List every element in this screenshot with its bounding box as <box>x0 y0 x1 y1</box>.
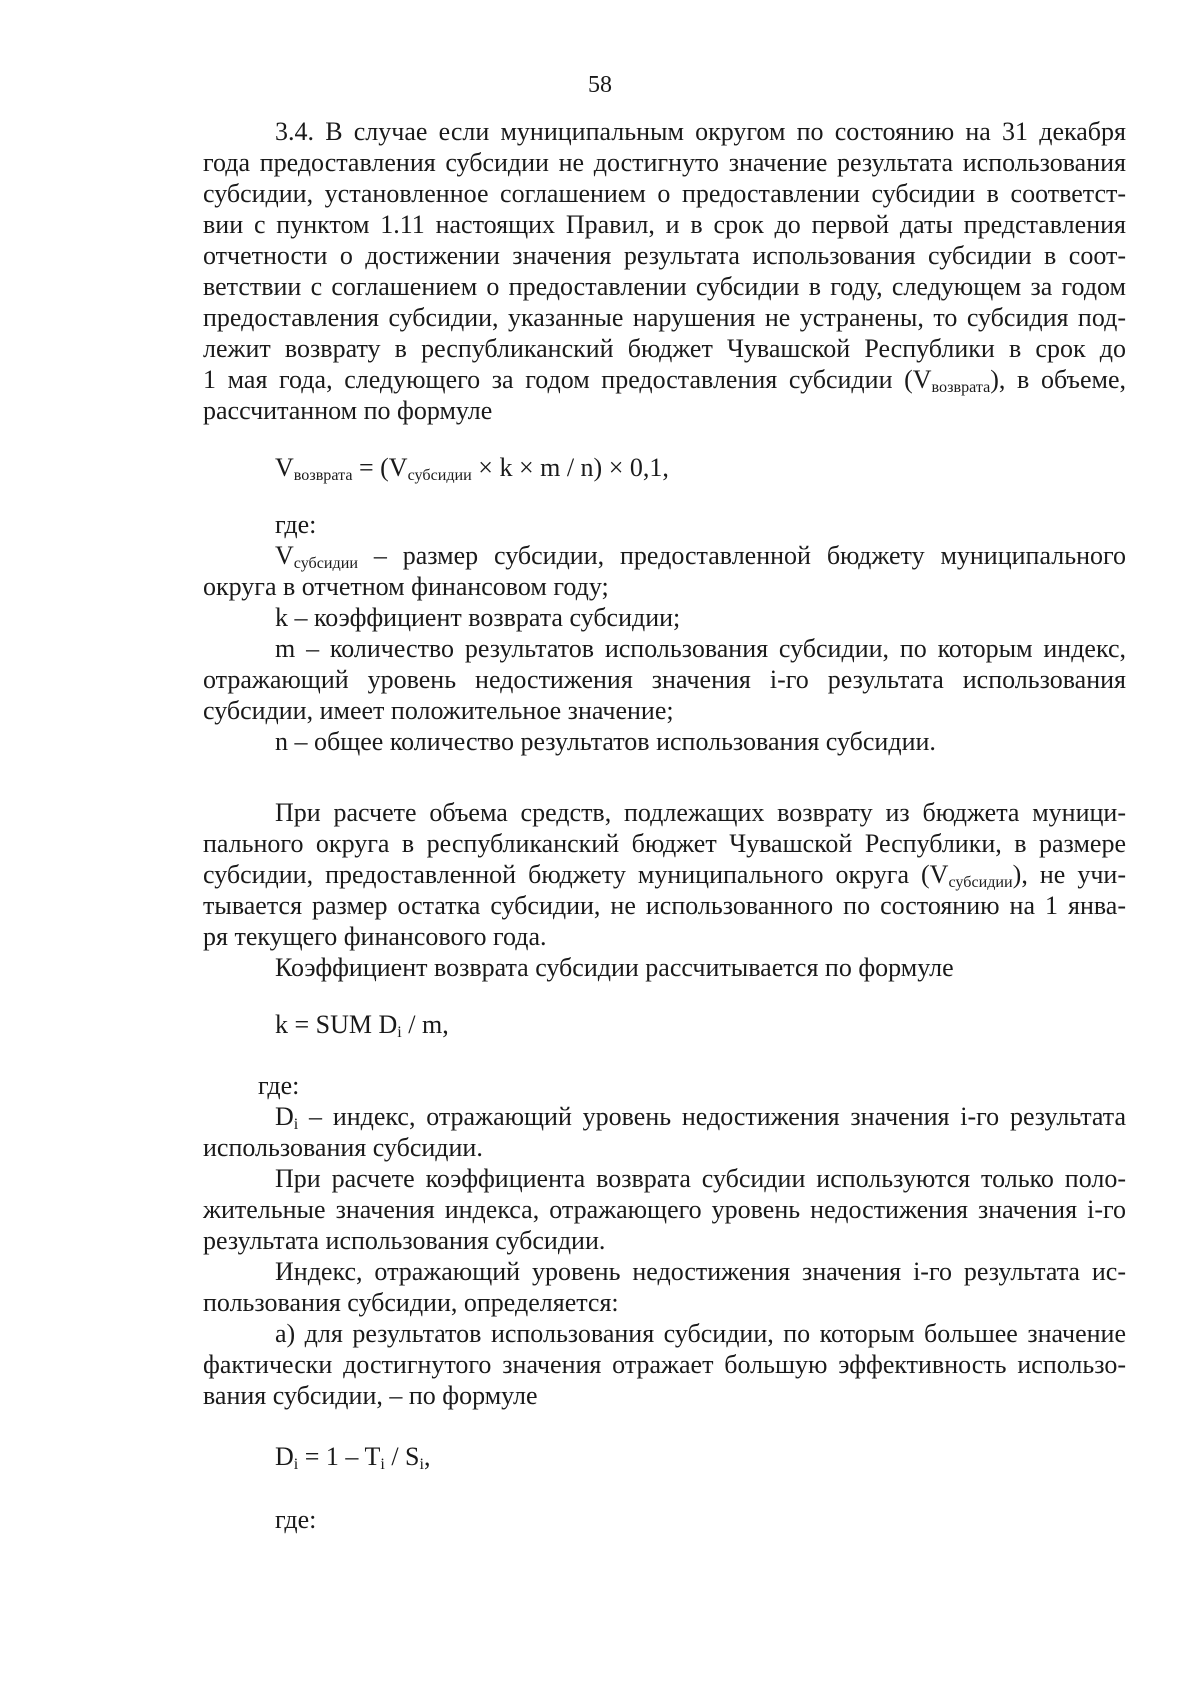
paragraph-index-line-2: пользования субсидии, определяется: <box>203 1288 619 1317</box>
paragraph-calculation-line-5: ря текущего финансового года. <box>203 922 547 951</box>
section-3-4-line-9-text: 1 мая года, следующего за годом предоставления субсидии (V <box>203 365 932 394</box>
definition-k: k – коэффициент возврата субсидии; <box>275 603 681 632</box>
v-return-subscript: возврата <box>931 379 991 397</box>
page-number: 58 <box>588 72 612 98</box>
def-v-subscript: субсидии <box>293 555 358 573</box>
definition-v-subsidy-line-2: округа в отчетном финансовом году; <box>203 572 609 601</box>
formula-k-text: k = SUM D <box>275 1010 398 1039</box>
def-d-subscript: i <box>293 1116 299 1134</box>
paragraph-a-line-3: вания субсидии, – по формуле <box>203 1381 538 1410</box>
def-v-text: – размер субсидии, предоставленной бюджету муниципального <box>357 541 1126 570</box>
section-3-4-line-4: вии с пунктом 1.11 настоящих Правил, и в срок до первой даты представления <box>203 210 1126 239</box>
paragraph-index-line-1: Индекс, отражающий уровень недостижения значения i-го результата ис- <box>275 1257 1126 1286</box>
calc-line-3-tail: ), не учи- <box>1012 860 1126 889</box>
paragraph-calculation <box>203 797 1126 952</box>
formula-d-slash: / S <box>384 1442 420 1471</box>
definition-d-line-1 <box>203 1101 1126 1132</box>
definition-m-line-2: отражающий уровень недостижения значения i-го результата использования <box>203 665 1126 694</box>
paragraph-a-line-1: а) для результатов использования субсидии, по которым большее значение <box>275 1319 1126 1348</box>
definition-m <box>203 633 1126 726</box>
formula-k-subscript: i <box>397 1024 402 1042</box>
paragraph-index <box>203 1256 1126 1318</box>
section-3-4-line-10: рассчитанном по формуле <box>203 396 493 425</box>
def-d-symbol: D <box>275 1102 294 1131</box>
where-label-2: где: <box>258 1071 300 1100</box>
formula-t-subscript: i <box>380 1456 385 1474</box>
formula-v-subsidy-subscript: субсидии <box>407 467 472 485</box>
formula-d-subscript: i <box>293 1456 299 1474</box>
formula-d-mid: = 1 – T <box>298 1442 381 1471</box>
paragraph-positive-line-3: результата использования субсидии. <box>203 1226 606 1255</box>
paragraph-positive-line-1: При расчете коэффициента возврата субсидии используются только поло- <box>275 1164 1126 1193</box>
calc-v-subsidy-subscript: субсидии <box>948 874 1013 892</box>
paragraph-a <box>203 1318 1126 1411</box>
formula-rest: × k × m / n) × 0,1, <box>471 453 669 482</box>
section-3-4-line-1: 3.4. В случае если муниципальным округом по состоянию на 31 декабря <box>275 117 1126 146</box>
where-label-3: где: <box>275 1505 317 1534</box>
definition-m-line-1: m – количество результатов использования субсидии, по которым индекс, <box>275 634 1126 663</box>
formula-d <box>203 1441 1126 1472</box>
formula-equals: = (V <box>352 453 408 482</box>
def-v-symbol: V <box>275 541 294 570</box>
definition-v-subsidy-line-1 <box>203 540 1126 571</box>
paragraph-positive-line-2: жительные значения индекса, отражающего уровень недостижения значения i-го <box>203 1195 1126 1224</box>
formula-d-symbol: D <box>275 1442 294 1471</box>
paragraph-section-3-4 <box>203 116 1126 426</box>
formula-v-symbol: V <box>275 453 294 482</box>
section-3-4-line-9 <box>203 364 1126 395</box>
where-label-1: где: <box>275 510 317 539</box>
paragraph-calculation-line-4: тывается размер остатка субсидии, не использованного по состоянию на 1 янва- <box>203 891 1126 920</box>
section-3-4-line-5: отчетности о достижении значения результата использования субсидии в соот- <box>203 241 1126 270</box>
formula-s-subscript: i <box>419 1456 424 1474</box>
paragraph-calculation-line-1: При расчете объема средств, подлежащих возврату из бюджета муници- <box>275 798 1126 827</box>
section-3-4-line-2: года предоставления субсидии не достигнуто значение результата использования <box>203 148 1126 177</box>
section-3-4-line-3: субсидии, установленное соглашением о предоставлении субсидии в соответст- <box>203 179 1126 208</box>
section-3-4-line-6: ветствии с соглашением о предоставлении субсидии в году, следующем за годом <box>203 272 1126 301</box>
definition-n: n – общее количество результатов использования субсидии. <box>275 727 936 756</box>
formula-k-tail: / m, <box>401 1010 449 1039</box>
formula-v-return-subscript: возврата <box>293 467 353 485</box>
formula-k <box>203 1009 1126 1040</box>
definition-d <box>203 1101 1126 1163</box>
section-3-4-line-9-tail: ), в объеме, <box>990 365 1126 394</box>
def-d-text: – индекс, отражающий уровень недостижения значения i-го результата <box>298 1102 1126 1131</box>
formula-d-end: , <box>424 1442 431 1471</box>
coefficient-intro: Коэффициент возврата субсидии рассчитывается по формуле <box>275 953 954 982</box>
paragraph-positive <box>203 1163 1126 1256</box>
paragraph-a-line-2: фактически достигнутого значения отражает большую эффективность использо- <box>203 1350 1126 1379</box>
section-3-4-line-7: предоставления субсидии, указанные нарушения не устранены, то субсидия под- <box>203 303 1126 332</box>
definition-v-subsidy <box>203 540 1126 602</box>
formula-v-return <box>203 452 1126 483</box>
paragraph-calculation-line-2: пального округа в республиканский бюджет Чувашской Республики, в размере <box>203 829 1126 858</box>
definition-d-line-2: использования субсидии. <box>203 1133 483 1162</box>
section-3-4-line-8: лежит возврату в республиканский бюджет Чувашской Республики в срок до <box>203 334 1126 363</box>
document-body <box>203 116 1126 1535</box>
calc-line-3-text: субсидии, предоставленной бюджету муниципального округа (V <box>203 860 949 889</box>
definition-m-line-3: субсидии, имеет положительное значение; <box>203 696 674 725</box>
paragraph-calculation-line-3 <box>203 859 1126 890</box>
